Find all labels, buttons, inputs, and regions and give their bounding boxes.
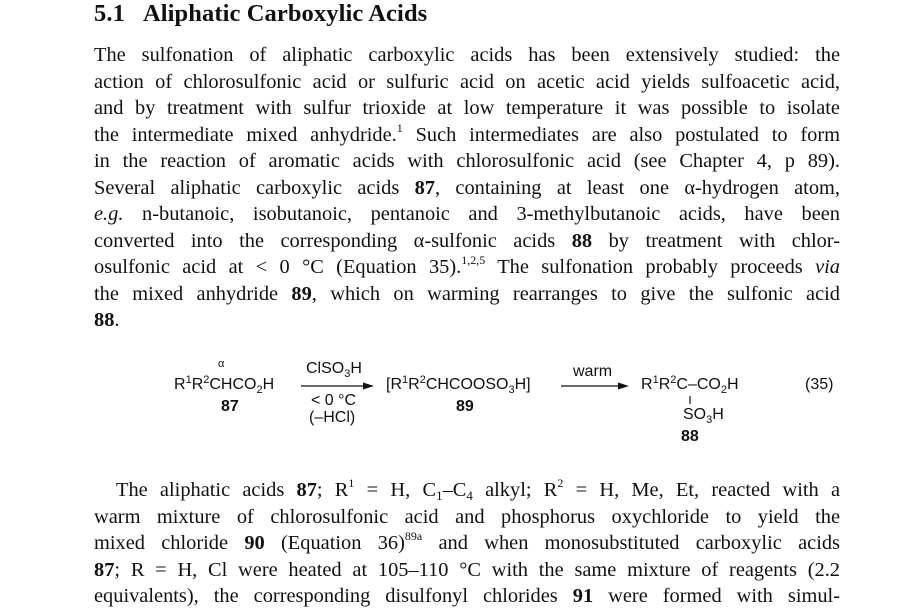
text-line: the intermediate mixed anhydride.$^1$ Such intermediates are also postulated to form bbox=[94, 120, 840, 146]
compound-ref: 87 bbox=[94, 558, 115, 581]
product-substituent: $SO_3H$ bbox=[683, 406, 724, 426]
compound-ref: 91 bbox=[572, 585, 594, 607]
text-line: converted into the corresponding α-sulfonic acids 88 by treatment with chlor- bbox=[94, 229, 840, 252]
text-line: Several aliphatic carboxylic acids 87, containing at least one α-hydrogen atom, bbox=[94, 176, 841, 199]
arrowhead-1 bbox=[363, 383, 374, 390]
condition-byproduct: (–HCl) bbox=[309, 409, 356, 426]
equation-35 bbox=[0, 358, 897, 452]
text-line: warm mixture of chlorosulfonic acid and phosphorus oxychloride to yield the bbox=[94, 505, 840, 528]
text-line: The sulfonation of aliphatic carboxylic acids has been extensively studied: the bbox=[94, 44, 840, 66]
intermediate-formula: $[R^1R^2CHCOOSO_3H]$ bbox=[386, 374, 531, 396]
condition-warm: warm bbox=[573, 363, 613, 380]
text-line: in the reaction of aromatic acids with chlorosulfonic acid (see Chapter 4, p 89). bbox=[94, 150, 840, 172]
section-heading bbox=[94, 0, 427, 28]
compound-label: 88 bbox=[681, 428, 699, 445]
text-line: osulfonic acid at < 0 °C (Equation 35).$^{1,2,5}$ The sulfonation probably proceeds via bbox=[94, 253, 840, 278]
compound-ref: 88 bbox=[94, 309, 115, 331]
text-line: mixed chloride 90 (Equation 36)$^{89a}$ and when monosubstituted carboxylic acids bbox=[94, 529, 840, 554]
text-line: and by treatment with sulfur trioxide at low temperature it was possible to isolate bbox=[94, 97, 840, 119]
equation-number: (35) bbox=[805, 376, 834, 393]
compound-label: 87 bbox=[221, 398, 239, 415]
compound-ref: 88 bbox=[571, 229, 593, 252]
reagent-chlorosulfonic: ClSO$_3$H bbox=[306, 360, 362, 380]
paragraph-continuation bbox=[94, 477, 840, 610]
citation-ref: 1 bbox=[396, 120, 403, 135]
text-line: 88. bbox=[94, 309, 120, 331]
text-line: The aliphatic acids 87; $R^1 = H$, $C_1-C_4$ alkyl; $R^2 = H$, Me, Et, reacted with a bbox=[116, 476, 841, 503]
section-number: 5.1 bbox=[94, 0, 125, 27]
reactant-formula: $R^1R^2CHCO_2H$ bbox=[174, 374, 275, 396]
text-line: 87; R = H, Cl were heated at 105–110 °C with the same mixture of reagents (2.2 bbox=[94, 558, 840, 581]
text-line: the mixed anhydride 89, which on warming rearranges to give the sulfonic acid bbox=[94, 282, 840, 305]
text-line: e.g. n-butanoic, isobutanoic, pentanoic and 3-methylbutanoic acids, have been bbox=[94, 203, 840, 225]
section-title: Aliphatic Carboxylic Acids bbox=[142, 0, 428, 27]
compound-ref: 90 bbox=[244, 532, 265, 554]
product-formula: $R^1R^2C-CO_2H$ bbox=[641, 374, 739, 396]
citation-ref: 1,2,5 bbox=[461, 253, 486, 267]
alpha-marker: α bbox=[218, 358, 225, 370]
text-line: equivalents), the corresponding disulfonyl chlorides 91 were formed with simul- bbox=[94, 585, 840, 607]
citation-ref: 89a bbox=[404, 529, 423, 543]
condition-temperature: < 0 °C bbox=[311, 392, 357, 409]
compound-label: 89 bbox=[456, 398, 474, 415]
arrowhead-2 bbox=[618, 383, 629, 390]
paragraph-intro bbox=[94, 42, 840, 334]
compound-ref: 89 bbox=[291, 282, 312, 305]
compound-ref: 87 bbox=[296, 479, 317, 501]
text-line: action of chlorosulfonic acid or sulfuric acid on acetic acid yields sulfoacetic acid, bbox=[94, 70, 840, 93]
compound-ref: 87 bbox=[414, 176, 435, 199]
